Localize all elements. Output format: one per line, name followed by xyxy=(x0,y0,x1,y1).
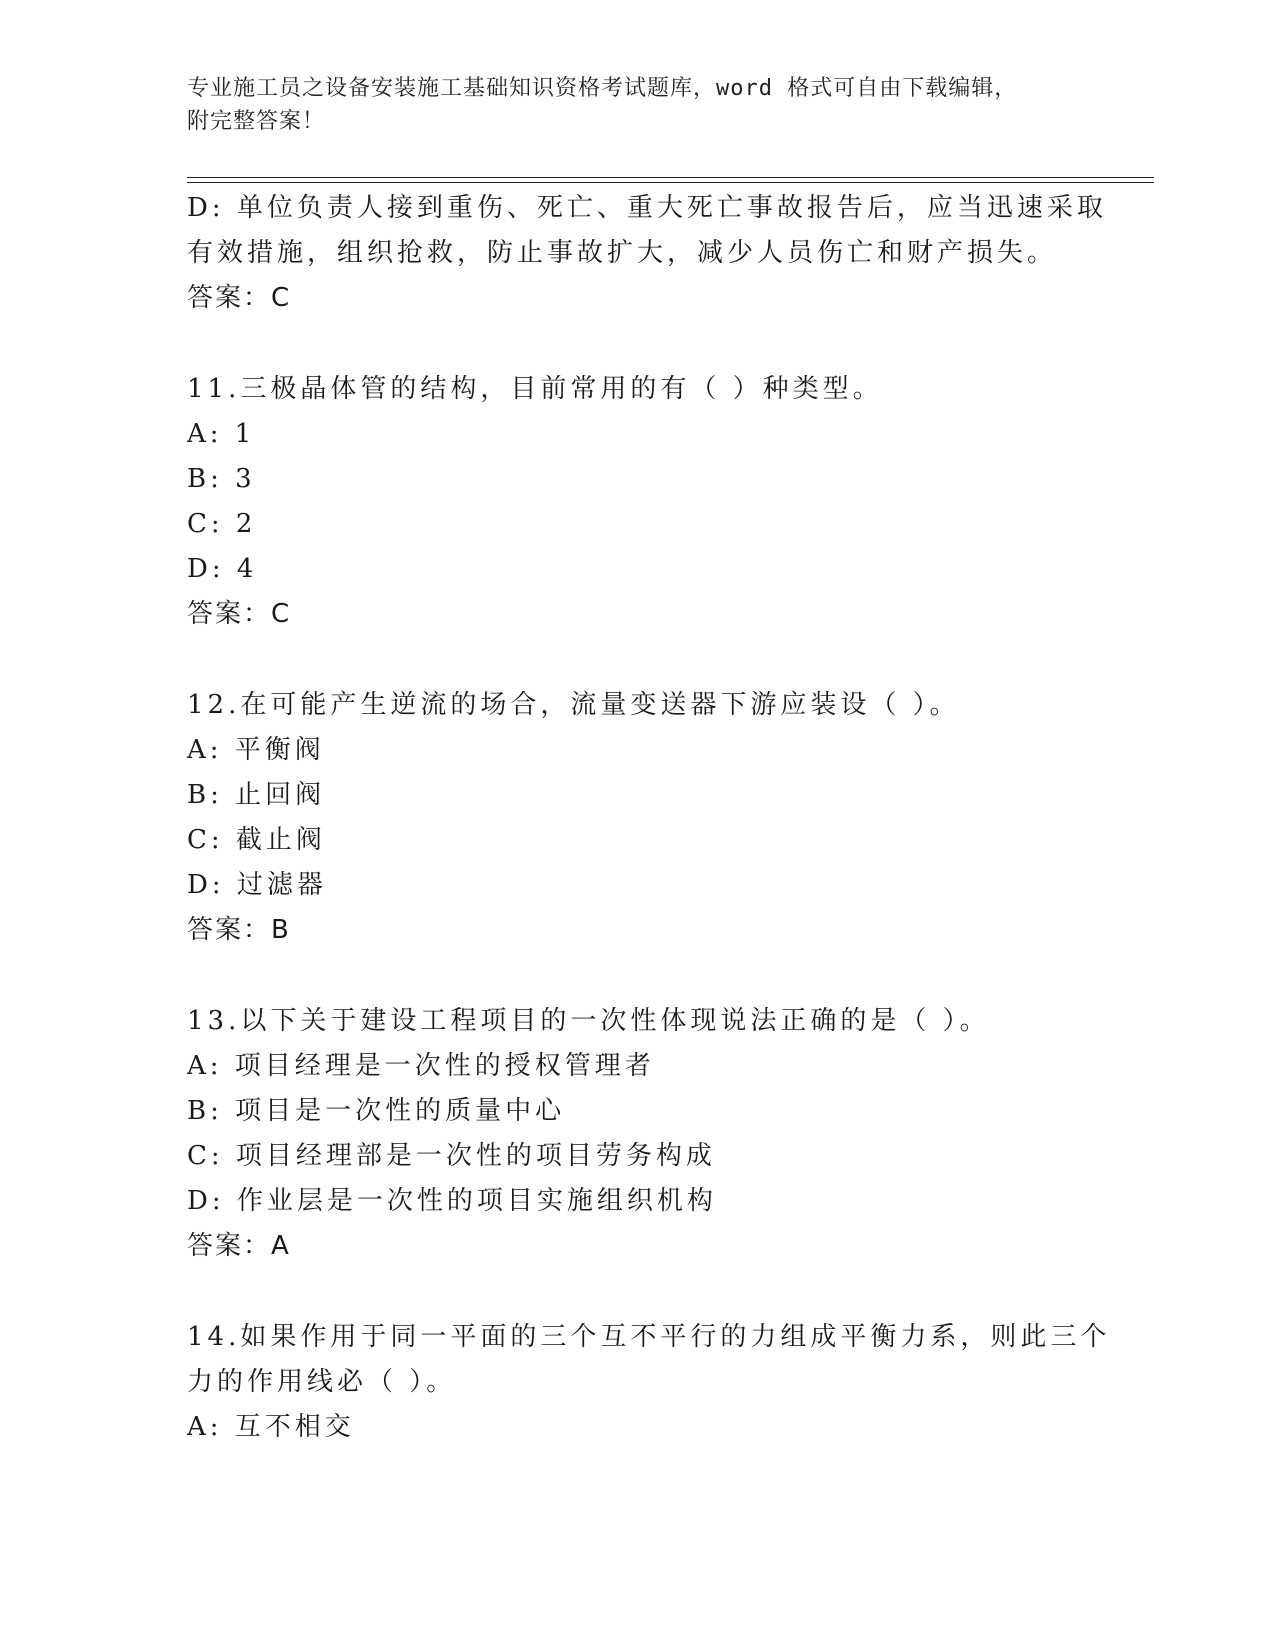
answer: 答案：C xyxy=(187,283,292,313)
answer: 答案：C xyxy=(187,599,292,629)
question-stem: 11.三极晶体管的结构，目前常用的有（ ）种类型。 xyxy=(187,374,883,404)
option-c: C: 2 xyxy=(187,509,257,539)
option-d-line-2: 有效措施，组织抢救，防止事故扩大，减少人员伤亡和财产损失。 xyxy=(187,238,1058,268)
question-stem-line-1: 14.如果作用于同一平面的三个互不平行的力组成平衡力系，则此三个 xyxy=(187,1322,1111,1352)
header-line-2: 附完整答案！ xyxy=(187,109,326,134)
header-divider-bottom xyxy=(187,182,1154,183)
option-d: D: 作业层是一次性的项目实施组织机构 xyxy=(187,1186,717,1216)
option-c: C: 截止阀 xyxy=(187,825,326,855)
answer: 答案：B xyxy=(187,915,291,945)
option-d: D: 过滤器 xyxy=(187,870,327,900)
option-a: A: 平衡阀 xyxy=(187,735,325,765)
option-d-line-1: D: 单位负责人接到重伤、死亡、重大死亡事故报告后，应当迅速采取 xyxy=(187,193,1107,223)
question-13 xyxy=(187,999,1087,1269)
question-stem: 12.在可能产生逆流的场合，流量变送器下游应装设（ ）。 xyxy=(187,690,960,720)
option-a: A: 1 xyxy=(187,419,256,449)
question-stem-line-2: 力的作用线必（ ）。 xyxy=(187,1367,457,1397)
option-b: B: 止回阀 xyxy=(187,780,326,810)
question-10-continuation xyxy=(187,186,1107,321)
question-11 xyxy=(187,367,1087,637)
option-b: B: 3 xyxy=(187,464,256,494)
option-a: A: 项目经理是一次性的授权管理者 xyxy=(187,1051,655,1081)
option-b: B: 项目是一次性的质量中心 xyxy=(187,1096,566,1126)
question-14 xyxy=(187,1315,1111,1450)
document-header xyxy=(187,72,1067,138)
question-stem: 13.以下关于建设工程项目的一次性体现说法正确的是（ ）。 xyxy=(187,1006,990,1036)
question-12 xyxy=(187,683,1087,953)
option-c: C: 项目经理部是一次性的项目劳务构成 xyxy=(187,1141,716,1171)
question-list xyxy=(187,186,1111,1450)
header-line-1: 专业施工员之设备安装施工基础知识资格考试题库，word 格式可自由下载编辑， xyxy=(187,76,1018,101)
option-a: A: 互不相交 xyxy=(187,1412,355,1442)
option-d: D: 4 xyxy=(187,554,258,584)
answer: 答案：A xyxy=(187,1231,291,1261)
header-divider-top xyxy=(187,177,1154,178)
